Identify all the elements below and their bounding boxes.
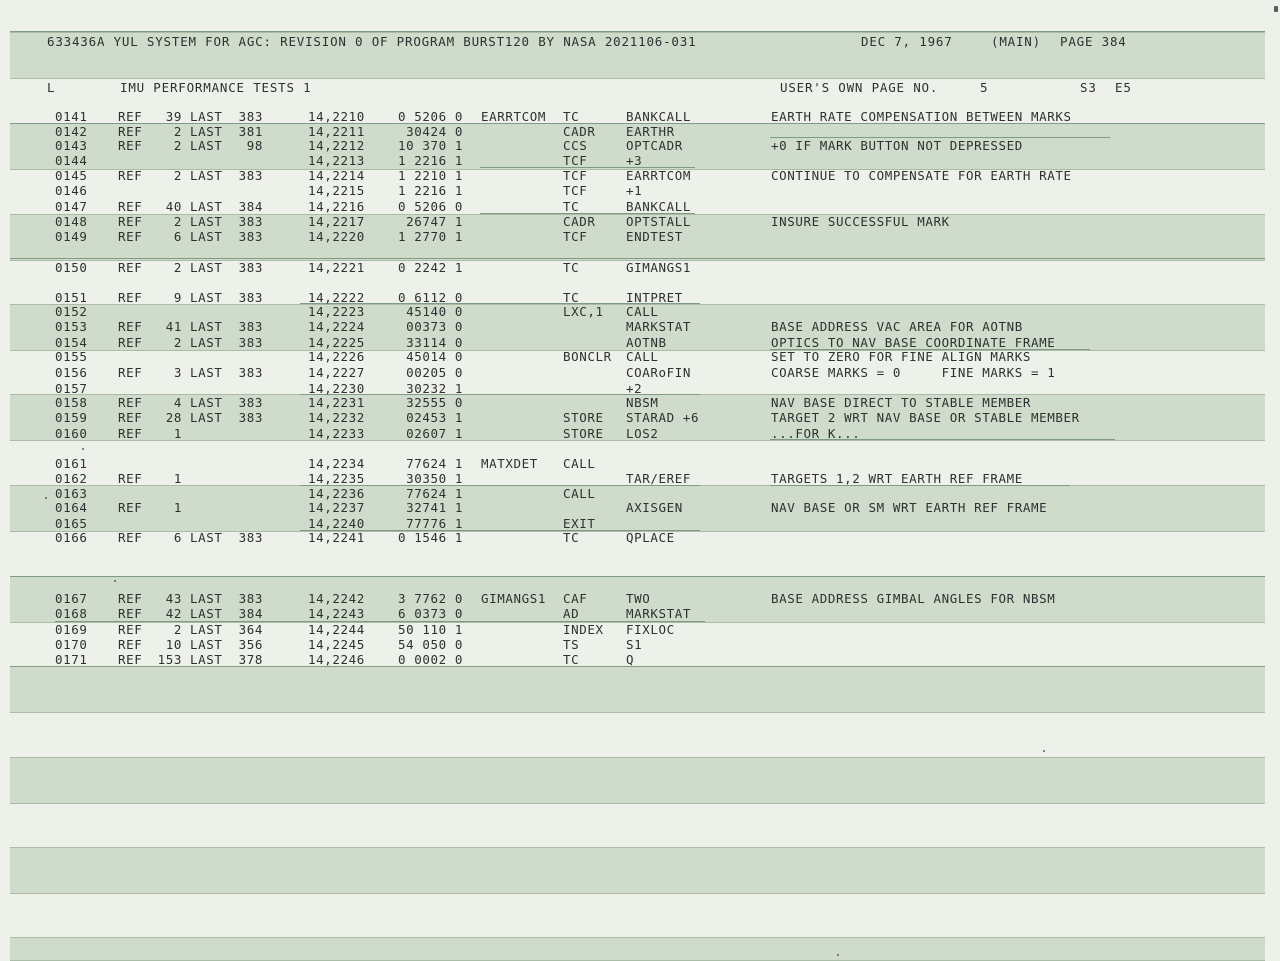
listing-operand: FIXLOC — [626, 622, 675, 637]
listing-address: 14,2242 — [308, 591, 365, 606]
header-date: DEC 7, 1967 — [861, 34, 953, 49]
listing-address: 14,2232 — [308, 410, 365, 425]
listing-octal-code: 00373 0 — [406, 319, 463, 334]
listing-last-page: 383 — [238, 214, 263, 229]
listing-line-number: 0160 — [55, 426, 88, 441]
listing-line-number: 0149 — [55, 229, 88, 244]
listing-opcode: TCF — [563, 183, 588, 198]
listing-opcode: INDEX — [563, 622, 604, 637]
listing-ref-count: 1 — [173, 500, 182, 515]
listing-comment: NAV BASE DIRECT TO STABLE MEMBER — [771, 395, 1032, 410]
listing-line-number: 0169 — [55, 622, 88, 637]
listing-operand: AXISGEN — [626, 500, 683, 515]
listing-last-page: 381 — [238, 124, 263, 139]
listing-octal-code: 77624 1 — [406, 486, 463, 501]
listing-operand: LOS2 — [626, 426, 659, 441]
listing-address: 14,2230 — [308, 381, 365, 396]
listing-ref-count: 6 — [173, 530, 182, 545]
listing-opcode: TC — [563, 260, 580, 275]
listing-last-keyword: LAST — [190, 410, 223, 425]
listing-ref-keyword: REF — [118, 471, 143, 486]
listing-operand: +1 — [626, 183, 643, 198]
listing-octal-code: 1 2216 1 — [397, 153, 463, 168]
listing-opcode: CALL — [563, 486, 596, 501]
listing-last-keyword: LAST — [190, 395, 223, 410]
listing-address: 14,2216 — [308, 199, 365, 214]
listing-line-number: 0156 — [55, 365, 88, 380]
listing-ref-count: 2 — [173, 168, 182, 183]
listing-ref-count: 43 — [165, 591, 182, 606]
listing-ref-keyword: REF — [118, 637, 143, 652]
listing-ref-count: 6 — [173, 229, 182, 244]
listing-address: 14,2243 — [308, 606, 365, 621]
listing-ref-keyword: REF — [118, 500, 143, 515]
listing-opcode: TC — [563, 530, 580, 545]
listing-ref-keyword: REF — [118, 229, 143, 244]
listing-address: 14,2221 — [308, 260, 365, 275]
listing-ref-keyword: REF — [118, 365, 143, 380]
listing-address: 14,2234 — [308, 456, 365, 471]
listing-octal-code: 50 110 1 — [397, 622, 463, 637]
listing-comment: TARGET 2 WRT NAV BASE OR STABLE MEMBER — [771, 410, 1080, 425]
listing-octal-code: 6 0373 0 — [397, 606, 463, 621]
listing-operand: TAR/EREF — [626, 471, 692, 486]
listing-operand: INTPRET — [626, 290, 683, 305]
listing-comment: NAV BASE OR SM WRT EARTH REF FRAME — [771, 500, 1048, 515]
listing-opcode: TC — [563, 290, 580, 305]
listing-operand: AOTNB — [626, 335, 667, 350]
listing-opcode: CADR — [563, 214, 596, 229]
listing-opcode: BONCLR — [563, 349, 612, 364]
listing-last-page: 383 — [238, 591, 263, 606]
listing-operand: OPTCADR — [626, 138, 683, 153]
listing-opcode: TC — [563, 109, 580, 124]
listing-ref-count: 2 — [173, 214, 182, 229]
listing-last-page: 378 — [238, 652, 263, 667]
green-bar — [10, 757, 1265, 804]
listing-last-keyword: LAST — [190, 319, 223, 334]
listing-octal-code: 3 7762 0 — [397, 591, 463, 606]
header-page: PAGE 384 — [1060, 34, 1127, 49]
listing-last-keyword: LAST — [190, 109, 223, 124]
listing-last-keyword: LAST — [190, 637, 223, 652]
listing-comment: CONTINUE TO COMPENSATE FOR EARTH RATE — [771, 168, 1072, 183]
listing-address: 14,2240 — [308, 516, 365, 531]
listing-address: 14,2214 — [308, 168, 365, 183]
listing-last-keyword: LAST — [190, 530, 223, 545]
listing-operand: OPTSTALL — [626, 214, 692, 229]
listing-line-number: 0158 — [55, 395, 88, 410]
listing-opcode: TC — [563, 652, 580, 667]
listing-address: 14,2224 — [308, 319, 365, 334]
listing-octal-code: 26747 1 — [406, 214, 463, 229]
listing-operand: Q — [626, 652, 635, 667]
listing-octal-code: 45014 0 — [406, 349, 463, 364]
listing-operand: CALL — [626, 349, 659, 364]
header-main: (MAIN) — [991, 34, 1041, 49]
paper-speck — [45, 497, 47, 499]
listing-line-number: 0171 — [55, 652, 88, 667]
listing-address: 14,2231 — [308, 395, 365, 410]
green-bar — [10, 937, 1265, 961]
listing-last-keyword: LAST — [190, 138, 223, 153]
listing-opcode: TS — [563, 637, 580, 652]
paper-speck — [82, 448, 84, 450]
listing-ref-keyword: REF — [118, 168, 143, 183]
listing-line-number: 0143 — [55, 138, 88, 153]
listing-line-number: 0145 — [55, 168, 88, 183]
listing-ref-count: 2 — [173, 138, 182, 153]
listing-symbol-label: EARRTCOM — [481, 109, 547, 124]
listing-operand: EARTHR — [626, 124, 675, 139]
listing-octal-code: 45140 0 — [406, 304, 463, 319]
listing-last-keyword: LAST — [190, 124, 223, 139]
listing-last-keyword: LAST — [190, 622, 223, 637]
listing-line-number: 0153 — [55, 319, 88, 334]
listing-address: 14,2241 — [308, 530, 365, 545]
listing-ref-keyword: REF — [118, 260, 143, 275]
listing-ref-keyword: REF — [118, 109, 143, 124]
listing-operand: QPLACE — [626, 530, 675, 545]
listing-opcode: STORE — [563, 410, 604, 425]
listing-ref-count: 153 — [157, 652, 182, 667]
listing-last-keyword: LAST — [190, 229, 223, 244]
listing-octal-code: 30350 1 — [406, 471, 463, 486]
listing-address: 14,2215 — [308, 183, 365, 198]
listing-octal-code: 30232 1 — [406, 381, 463, 396]
listing-line-number: 0142 — [55, 124, 88, 139]
listing-last-page: 98 — [246, 138, 263, 153]
listing-line-number: 0163 — [55, 486, 88, 501]
listing-operand: +2 — [626, 381, 643, 396]
listing-last-page: 383 — [238, 530, 263, 545]
listing-line-number: 0151 — [55, 290, 88, 305]
listing-line-number: 0170 — [55, 637, 88, 652]
listing-ref-keyword: REF — [118, 199, 143, 214]
listing-octal-code: 02453 1 — [406, 410, 463, 425]
listing-opcode: EXIT — [563, 516, 596, 531]
listing-ref-count: 2 — [173, 622, 182, 637]
listing-octal-code: 02607 1 — [406, 426, 463, 441]
listing-ref-keyword: REF — [118, 395, 143, 410]
listing-ref-keyword: REF — [118, 426, 143, 441]
listing-last-page: 384 — [238, 606, 263, 621]
paper-speck — [114, 580, 116, 582]
green-bar — [10, 666, 1265, 713]
listing-octal-code: 54 050 0 — [397, 637, 463, 652]
listing-last-keyword: LAST — [190, 335, 223, 350]
listing-comment: EARTH RATE COMPENSATION BETWEEN MARKS — [771, 109, 1072, 124]
listing-octal-code: 32741 1 — [406, 500, 463, 515]
listing-opcode: AD — [563, 606, 580, 621]
listing-ref-count: 41 — [165, 319, 182, 334]
listing-address: 14,2217 — [308, 214, 365, 229]
listing-last-page: 383 — [238, 290, 263, 305]
listing-comment: OPTICS TO NAV BASE COORDINATE FRAME — [771, 335, 1056, 350]
listing-line-number: 0157 — [55, 381, 88, 396]
listing-line-number: 0141 — [55, 109, 88, 124]
listing-octal-code: 00205 0 — [406, 365, 463, 380]
listing-octal-code: 1 2770 1 — [397, 229, 463, 244]
listing-operand: NBSM — [626, 395, 659, 410]
listing-symbol-label: MATXDET — [481, 456, 538, 471]
listing-line-number: 0146 — [55, 183, 88, 198]
listing-address: 14,2211 — [308, 124, 365, 139]
listing-last-keyword: LAST — [190, 260, 223, 275]
listing-opcode: STORE — [563, 426, 604, 441]
underline-rule — [10, 31, 1265, 32]
listing-operand: MARKSTAT — [626, 319, 692, 334]
paper-speck — [1043, 750, 1045, 752]
listing-line-number: 0167 — [55, 591, 88, 606]
listing-address: 14,2236 — [308, 486, 365, 501]
listing-comment: BASE ADDRESS GIMBAL ANGLES FOR NBSM — [771, 591, 1056, 606]
listing-last-page: 383 — [238, 168, 263, 183]
listing-opcode: CCS — [563, 138, 588, 153]
listing-last-page: 383 — [238, 410, 263, 425]
listing-last-keyword: LAST — [190, 290, 223, 305]
listing-line-number: 0165 — [55, 516, 88, 531]
listing-address: 14,2237 — [308, 500, 365, 515]
listing-symbol-label: GIMANGS1 — [481, 591, 547, 606]
listing-ref-count: 28 — [165, 410, 182, 425]
listing-ref-keyword: REF — [118, 622, 143, 637]
listing-octal-code: 0 1546 1 — [397, 530, 463, 545]
listing-last-keyword: LAST — [190, 365, 223, 380]
listing-ref-count: 40 — [165, 199, 182, 214]
listing-ref-count: 2 — [173, 335, 182, 350]
listing-ref-count: 1 — [173, 426, 182, 441]
listing-last-page: 383 — [238, 395, 263, 410]
users-page-number: 5 — [980, 80, 989, 95]
listing-ref-count: 10 — [165, 637, 182, 652]
listing-operand: S1 — [626, 637, 643, 652]
listing-operand: STARAD +6 — [626, 410, 700, 425]
listing-line-number: 0147 — [55, 199, 88, 214]
listing-comment: +0 IF MARK BUTTON NOT DEPRESSED — [771, 138, 1023, 153]
listing-address: 14,2245 — [308, 637, 365, 652]
listing-last-keyword: LAST — [190, 214, 223, 229]
listing-line-number: 0166 — [55, 530, 88, 545]
listing-line-number: 0168 — [55, 606, 88, 621]
listing-line-number: 0144 — [55, 153, 88, 168]
underline-rule — [55, 621, 705, 622]
listing-comment: BASE ADDRESS VAC AREA FOR AOTNB — [771, 319, 1023, 334]
listing-opcode: TCF — [563, 153, 588, 168]
listing-last-page: 383 — [238, 229, 263, 244]
listing-last-page: 383 — [238, 365, 263, 380]
listing-last-page: 383 — [238, 335, 263, 350]
listing-comment: TARGETS 1,2 WRT EARTH REF FRAME — [771, 471, 1023, 486]
listing-comment: ...FOR K... — [771, 426, 861, 441]
listing-address: 14,2210 — [308, 109, 365, 124]
listing-opcode: CALL — [563, 456, 596, 471]
listing-ref-keyword: REF — [118, 606, 143, 621]
listing-ref-count: 9 — [173, 290, 182, 305]
listing-ref-count: 39 — [165, 109, 182, 124]
listing-ref-keyword: REF — [118, 652, 143, 667]
listing-operand: EARRTCOM — [626, 168, 692, 183]
listing-last-page: 383 — [238, 319, 263, 334]
listing-octal-code: 1 2210 1 — [397, 168, 463, 183]
listing-line-number: 0164 — [55, 500, 88, 515]
listing-address: 14,2220 — [308, 229, 365, 244]
listing-address: 14,2226 — [308, 349, 365, 364]
listing-operand: +3 — [626, 153, 643, 168]
listing-address: 14,2213 — [308, 153, 365, 168]
listing-opcode: CADR — [563, 124, 596, 139]
listing-octal-code: 33114 0 — [406, 335, 463, 350]
listing-address: 14,2227 — [308, 365, 365, 380]
listing-operand: BANKCALL — [626, 109, 692, 124]
paper-speck — [837, 954, 839, 956]
listing-octal-code: 0 5206 0 — [397, 199, 463, 214]
listing-ref-count: 42 — [165, 606, 182, 621]
listing-last-keyword: LAST — [190, 606, 223, 621]
listing-opcode: CAF — [563, 591, 588, 606]
section-marker: L — [47, 80, 56, 95]
listing-ref-keyword: REF — [118, 138, 143, 153]
listing-octal-code: 10 370 1 — [397, 138, 463, 153]
listing-last-page: 383 — [238, 109, 263, 124]
listing-operand: MARKSTAT — [626, 606, 692, 621]
listing-comment: INSURE SUCCESSFUL MARK — [771, 214, 950, 229]
listing-opcode: LXC,1 — [563, 304, 604, 319]
listing-octal-code: 30424 0 — [406, 124, 463, 139]
code-s: S3 — [1080, 80, 1097, 95]
listing-ref-count: 4 — [173, 395, 182, 410]
listing-line-number: 0162 — [55, 471, 88, 486]
listing-ref-keyword: REF — [118, 530, 143, 545]
listing-address: 14,2233 — [308, 426, 365, 441]
listing-octal-code: 0 2242 1 — [397, 260, 463, 275]
listing-operand: CALL — [626, 304, 659, 319]
listing-address: 14,2244 — [308, 622, 365, 637]
listing-ref-keyword: REF — [118, 124, 143, 139]
listing-opcode: TC — [563, 199, 580, 214]
listing-ref-keyword: REF — [118, 591, 143, 606]
listing-octal-code: 77776 1 — [406, 516, 463, 531]
listing-comment: SET TO ZERO FOR FINE ALIGN MARKS — [771, 349, 1032, 364]
listing-last-keyword: LAST — [190, 199, 223, 214]
listing-octal-code: 0 5206 0 — [397, 109, 463, 124]
users-page-label: USER'S OWN PAGE NO. — [780, 80, 939, 95]
listing-line-number: 0154 — [55, 335, 88, 350]
header-title: 633436A YUL SYSTEM FOR AGC: REVISION 0 OF PROGRAM BURST120 BY NASA 2021106-031 — [47, 34, 697, 49]
listing-ref-keyword: REF — [118, 319, 143, 334]
listing-octal-code: 77624 1 — [406, 456, 463, 471]
listing-line-number: 0159 — [55, 410, 88, 425]
listing-ref-count: 3 — [173, 365, 182, 380]
section-title: IMU PERFORMANCE TESTS 1 — [120, 80, 312, 95]
listing-operand: GIMANGS1 — [626, 260, 692, 275]
listing-line-number: 0148 — [55, 214, 88, 229]
underline-rule — [10, 258, 1265, 259]
listing-last-page: 383 — [238, 260, 263, 275]
listing-line-number: 0155 — [55, 349, 88, 364]
listing-opcode: TCF — [563, 168, 588, 183]
listing-address: 14,2225 — [308, 335, 365, 350]
listing-ref-keyword: REF — [118, 410, 143, 425]
listing-address: 14,2246 — [308, 652, 365, 667]
paper-speck — [1274, 6, 1278, 12]
listing-last-page: 364 — [238, 622, 263, 637]
listing-octal-code: 0 6112 0 — [397, 290, 463, 305]
listing-line-number: 0161 — [55, 456, 88, 471]
listing-last-keyword: LAST — [190, 591, 223, 606]
code-e: E5 — [1115, 80, 1132, 95]
underline-rule — [10, 576, 1265, 577]
listing-line-number: 0150 — [55, 260, 88, 275]
listing-last-page: 356 — [238, 637, 263, 652]
listing-ref-count: 2 — [173, 260, 182, 275]
listing-ref-count: 1 — [173, 471, 182, 486]
listing-comment: COARSE MARKS = 0 FINE MARKS = 1 — [771, 365, 1056, 380]
listing-octal-code: 0 0002 0 — [397, 652, 463, 667]
listing-last-page: 384 — [238, 199, 263, 214]
listing-operand: COARoFIN — [626, 365, 692, 380]
listing-ref-keyword: REF — [118, 214, 143, 229]
listing-operand: TWO — [626, 591, 651, 606]
listing-last-keyword: LAST — [190, 652, 223, 667]
listing-ref-keyword: REF — [118, 335, 143, 350]
listing-octal-code: 1 2216 1 — [397, 183, 463, 198]
listing-address: 14,2212 — [308, 138, 365, 153]
listing-ref-count: 2 — [173, 124, 182, 139]
listing-line-number: 0152 — [55, 304, 88, 319]
listing-address: 14,2222 — [308, 290, 365, 305]
listing-operand: ENDTEST — [626, 229, 683, 244]
listing-address: 14,2235 — [308, 471, 365, 486]
green-bar — [10, 847, 1265, 894]
listing-operand: BANKCALL — [626, 199, 692, 214]
listing-last-keyword: LAST — [190, 168, 223, 183]
listing-opcode: TCF — [563, 229, 588, 244]
listing-address: 14,2223 — [308, 304, 365, 319]
listing-octal-code: 32555 0 — [406, 395, 463, 410]
listing-ref-keyword: REF — [118, 290, 143, 305]
